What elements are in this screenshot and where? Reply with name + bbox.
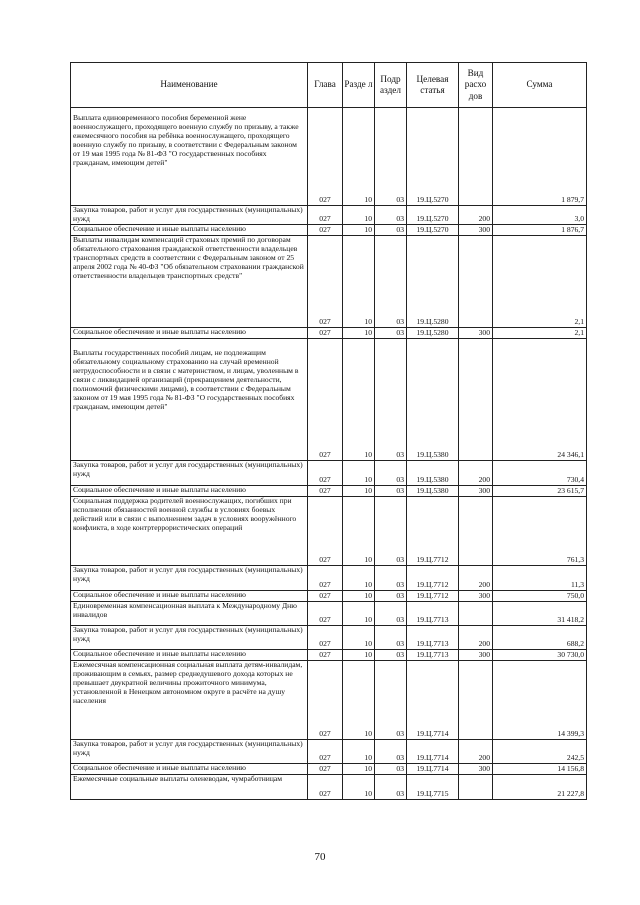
row-glava: 027 bbox=[308, 206, 343, 225]
row-name: Закупка товаров, работ и услуг для государственных (муниципальных) нужд bbox=[71, 565, 308, 590]
row-vid: 300 bbox=[459, 649, 493, 660]
row-sum: 730,4 bbox=[493, 460, 587, 485]
row-razdel: 10 bbox=[343, 206, 375, 225]
row-target: 19.Ц.7712 bbox=[407, 565, 459, 590]
row-name: Ежемесячные социальные выплаты оленеводам, чумработницам bbox=[71, 774, 308, 799]
table-row bbox=[71, 565, 587, 590]
table-row bbox=[71, 601, 587, 625]
table-row bbox=[71, 590, 587, 601]
row-podrazdel: 03 bbox=[375, 235, 407, 327]
row-podrazdel: 03 bbox=[375, 660, 407, 739]
row-vid: 200 bbox=[459, 739, 493, 763]
row-razdel: 10 bbox=[343, 601, 375, 625]
row-podrazdel: 03 bbox=[375, 625, 407, 649]
row-razdel: 10 bbox=[343, 649, 375, 660]
row-podrazdel: 03 bbox=[375, 485, 407, 496]
row-name: Закупка товаров, работ и услуг для государственных (муниципальных) нужд bbox=[71, 625, 308, 649]
row-sum: 1 876,7 bbox=[493, 224, 587, 235]
row-target: 19.Ц.5270 bbox=[407, 224, 459, 235]
row-sum: 30 730,0 bbox=[493, 649, 587, 660]
header-vid: Вид расхо дов bbox=[459, 63, 493, 108]
row-name: Выплата единовременного пособия беременной жене военнослужащего, проходящего военную службу по призыву, а также ежемесячного пособия на ребёнка военнослужащего, проходящего военную службу по призыву, в соответствии с Федеральным законом от 19 мая 1995 года № 81-ФЗ "О государственных пособиях гражданам, имеющим детей" bbox=[71, 108, 308, 206]
row-name: Ежемесячная компенсационная социальная выплата детям-инвалидам, проживающим в семьях, размер среднедушевого дохода которых не превышает двукратной величины прожиточного минимума, установленной в Ненецком автономном округе в расчёте на душу населения bbox=[71, 660, 308, 739]
row-sum: 11,3 bbox=[493, 565, 587, 590]
row-vid bbox=[459, 235, 493, 327]
table-header-row bbox=[71, 63, 587, 108]
row-sum: 750,0 bbox=[493, 590, 587, 601]
row-sum: 242,5 bbox=[493, 739, 587, 763]
row-glava: 027 bbox=[308, 763, 343, 774]
row-target: 19.Ц.7714 bbox=[407, 660, 459, 739]
row-name: Социальное обеспечение и иные выплаты населению bbox=[71, 649, 308, 660]
row-podrazdel: 03 bbox=[375, 763, 407, 774]
row-razdel: 10 bbox=[343, 590, 375, 601]
table-row bbox=[71, 235, 587, 327]
table-row bbox=[71, 660, 587, 739]
row-sum: 31 418,2 bbox=[493, 601, 587, 625]
row-glava: 027 bbox=[308, 565, 343, 590]
row-vid bbox=[459, 496, 493, 565]
row-razdel: 10 bbox=[343, 485, 375, 496]
row-target: 19.Ц.7714 bbox=[407, 739, 459, 763]
row-glava: 027 bbox=[308, 224, 343, 235]
row-vid bbox=[459, 660, 493, 739]
page-number: 70 bbox=[314, 851, 326, 863]
row-sum: 688,2 bbox=[493, 625, 587, 649]
row-name: Социальное обеспечение и иные выплаты населению bbox=[71, 327, 308, 338]
row-vid: 200 bbox=[459, 460, 493, 485]
row-vid: 300 bbox=[459, 590, 493, 601]
table-row bbox=[71, 460, 587, 485]
row-vid: 300 bbox=[459, 763, 493, 774]
row-target: 19.Ц.7713 bbox=[407, 649, 459, 660]
row-vid bbox=[459, 774, 493, 799]
row-razdel: 10 bbox=[343, 496, 375, 565]
header-podrazdel: Подр аздел bbox=[375, 63, 407, 108]
row-sum: 14 156,8 bbox=[493, 763, 587, 774]
row-glava: 027 bbox=[308, 235, 343, 327]
row-podrazdel: 03 bbox=[375, 739, 407, 763]
row-vid: 300 bbox=[459, 224, 493, 235]
row-name: Социальное обеспечение и иные выплаты населению bbox=[71, 224, 308, 235]
row-sum: 761,3 bbox=[493, 496, 587, 565]
row-target: 19.Ц.5270 bbox=[407, 206, 459, 225]
row-razdel: 10 bbox=[343, 763, 375, 774]
table-body bbox=[71, 108, 587, 800]
row-podrazdel: 03 bbox=[375, 601, 407, 625]
row-vid: 300 bbox=[459, 327, 493, 338]
row-glava: 027 bbox=[308, 496, 343, 565]
row-podrazdel: 03 bbox=[375, 224, 407, 235]
row-name: Социальное обеспечение и иные выплаты населению bbox=[71, 485, 308, 496]
row-razdel: 10 bbox=[343, 739, 375, 763]
row-podrazdel: 03 bbox=[375, 565, 407, 590]
row-sum: 14 399,3 bbox=[493, 660, 587, 739]
header-glava: Глава bbox=[308, 63, 343, 108]
row-razdel: 10 bbox=[343, 565, 375, 590]
row-vid bbox=[459, 338, 493, 460]
header-sum: Сумма bbox=[493, 63, 587, 108]
row-target: 19.Ц.5280 bbox=[407, 327, 459, 338]
table-row bbox=[71, 496, 587, 565]
row-sum: 1 879,7 bbox=[493, 108, 587, 206]
row-glava: 027 bbox=[308, 338, 343, 460]
row-target: 19.Ц.7714 bbox=[407, 763, 459, 774]
table-row bbox=[71, 774, 587, 799]
row-target: 19.Ц.7715 bbox=[407, 774, 459, 799]
row-name: Единовременная компенсационная выплата к Международному Дню инвалидов bbox=[71, 601, 308, 625]
row-podrazdel: 03 bbox=[375, 338, 407, 460]
row-glava: 027 bbox=[308, 739, 343, 763]
row-razdel: 10 bbox=[343, 660, 375, 739]
row-vid: 300 bbox=[459, 485, 493, 496]
row-vid bbox=[459, 601, 493, 625]
row-razdel: 10 bbox=[343, 338, 375, 460]
row-razdel: 10 bbox=[343, 224, 375, 235]
row-sum: 24 346,1 bbox=[493, 338, 587, 460]
row-razdel: 10 bbox=[343, 625, 375, 649]
table-row bbox=[71, 485, 587, 496]
table-row bbox=[71, 625, 587, 649]
row-glava: 027 bbox=[308, 625, 343, 649]
row-glava: 027 bbox=[308, 649, 343, 660]
row-glava: 027 bbox=[308, 774, 343, 799]
row-vid bbox=[459, 108, 493, 206]
row-name: Социальное обеспечение и иные выплаты населению bbox=[71, 763, 308, 774]
row-name: Социальная поддержка родителей военнослужащих, погибших при исполнении обязанностей военной службы в условиях боевых действий или в связи с выполнением задач в условиях вооружённого конфликта, в ходе контртеррористических операций bbox=[71, 496, 308, 565]
row-sum: 2,1 bbox=[493, 235, 587, 327]
header-name: Наименование bbox=[71, 63, 308, 108]
table-row bbox=[71, 763, 587, 774]
row-glava: 027 bbox=[308, 601, 343, 625]
row-podrazdel: 03 bbox=[375, 496, 407, 565]
row-target: 19.Ц.7712 bbox=[407, 496, 459, 565]
table-row bbox=[71, 224, 587, 235]
row-target: 19.Ц.5280 bbox=[407, 235, 459, 327]
header-target: Целевая статья bbox=[407, 63, 459, 108]
row-glava: 027 bbox=[308, 660, 343, 739]
row-target: 19.Ц.7713 bbox=[407, 625, 459, 649]
row-podrazdel: 03 bbox=[375, 774, 407, 799]
table-row bbox=[71, 108, 587, 206]
row-target: 19.Ц.7712 bbox=[407, 590, 459, 601]
row-glava: 027 bbox=[308, 460, 343, 485]
row-name: Выплаты инвалидам компенсаций страховых премий по договорам обязательного страхования гражданской ответственности владельцев транспортных средств в соответствии с Федеральным законом от 25 апреля 2002 года № 40-ФЗ "Об обязательном страховании гражданской ответственности владельцев транспортных средств" bbox=[71, 235, 308, 327]
row-podrazdel: 03 bbox=[375, 206, 407, 225]
table-row bbox=[71, 206, 587, 225]
row-glava: 027 bbox=[308, 327, 343, 338]
row-podrazdel: 03 bbox=[375, 590, 407, 601]
row-vid: 200 bbox=[459, 206, 493, 225]
row-target: 19.Ц.5380 bbox=[407, 485, 459, 496]
row-razdel: 10 bbox=[343, 460, 375, 485]
row-vid: 200 bbox=[459, 565, 493, 590]
row-podrazdel: 03 bbox=[375, 108, 407, 206]
row-name: Закупка товаров, работ и услуг для государственных (муниципальных) нужд bbox=[71, 739, 308, 763]
row-razdel: 10 bbox=[343, 108, 375, 206]
row-podrazdel: 03 bbox=[375, 327, 407, 338]
table-row bbox=[71, 327, 587, 338]
budget-table bbox=[70, 62, 587, 800]
row-target: 19.Ц.5380 bbox=[407, 338, 459, 460]
table-row bbox=[71, 649, 587, 660]
row-sum: 23 615,7 bbox=[493, 485, 587, 496]
table-row bbox=[71, 739, 587, 763]
row-podrazdel: 03 bbox=[375, 649, 407, 660]
row-razdel: 10 bbox=[343, 327, 375, 338]
row-podrazdel: 03 bbox=[375, 460, 407, 485]
row-name: Закупка товаров, работ и услуг для государственных (муниципальных) нужд bbox=[71, 206, 308, 225]
row-target: 19.Ц.7713 bbox=[407, 601, 459, 625]
header-razdel: Разде л bbox=[343, 63, 375, 108]
row-name: Выплаты государственных пособий лицам, не подлежащим обязательному социальному страхованию на случай временной нетрудоспособности и в связи с материнством, и лицам, уволенным в связи с ликвидацией организаций (прекращением деятельности, полномочий физическими лицами), в соответствии с Федеральным законом от 19 мая 1995 года № 81-ФЗ "О государственных пособиях гражданам, имеющим детей" bbox=[71, 338, 308, 460]
row-name: Социальное обеспечение и иные выплаты населению bbox=[71, 590, 308, 601]
row-glava: 027 bbox=[308, 485, 343, 496]
row-sum: 3,0 bbox=[493, 206, 587, 225]
row-target: 19.Ц.5270 bbox=[407, 108, 459, 206]
row-razdel: 10 bbox=[343, 235, 375, 327]
row-glava: 027 bbox=[308, 108, 343, 206]
row-sum: 2,1 bbox=[493, 327, 587, 338]
row-target: 19.Ц.5380 bbox=[407, 460, 459, 485]
row-glava: 027 bbox=[308, 590, 343, 601]
row-sum: 21 227,8 bbox=[493, 774, 587, 799]
table-row bbox=[71, 338, 587, 460]
row-name: Закупка товаров, работ и услуг для государственных (муниципальных) нужд bbox=[71, 460, 308, 485]
row-vid: 200 bbox=[459, 625, 493, 649]
row-razdel: 10 bbox=[343, 774, 375, 799]
